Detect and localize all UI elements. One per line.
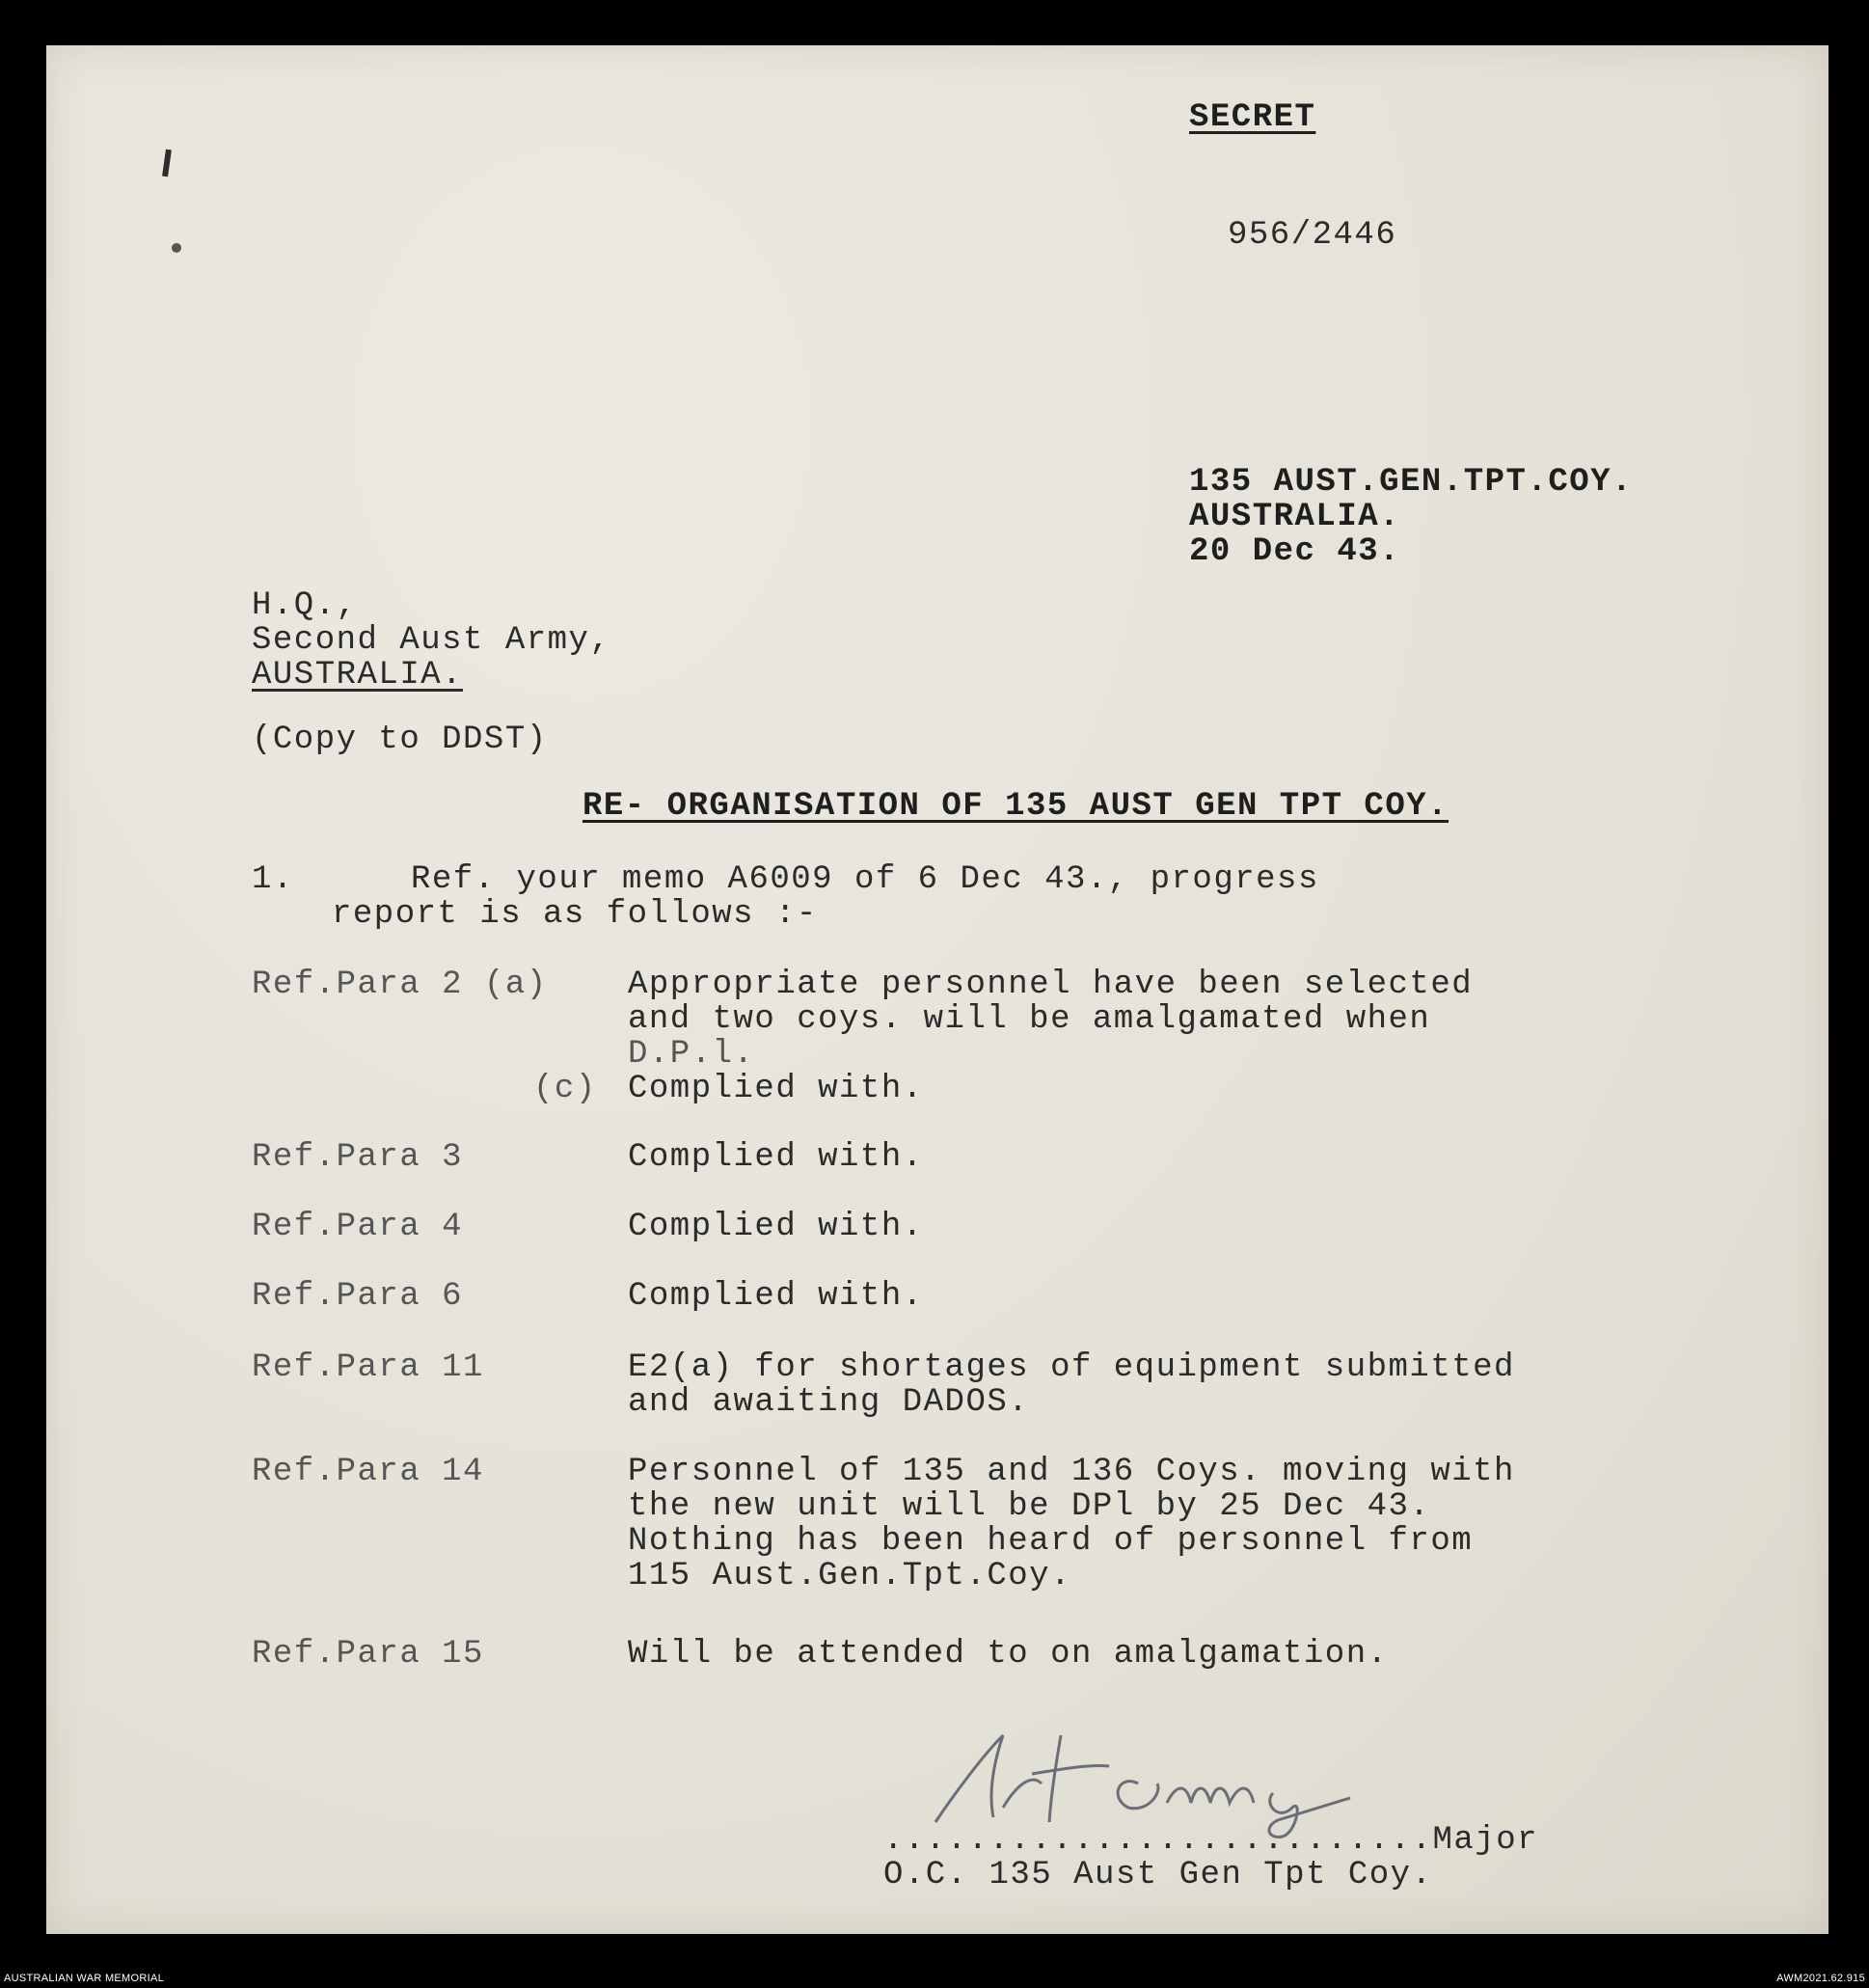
sender-line-2: AUSTRALIA. <box>1189 499 1401 535</box>
intro-line-2: report is as follows :- <box>332 896 818 933</box>
item-text-line: Complied with. <box>628 1209 924 1245</box>
recipient-line-1: H.Q., <box>252 587 358 624</box>
item-ref: Ref.Para 14 <box>252 1454 484 1490</box>
item-text-line: the new unit will be DPl by 25 Dec 43. <box>628 1488 1431 1525</box>
item-text-line: 115 Aust.Gen.Tpt.Coy. <box>628 1558 1071 1594</box>
item-text-line: and awaiting DADOS. <box>628 1384 1030 1421</box>
item-text-line: E2(a) for shortages of equipment submitted <box>628 1349 1515 1386</box>
signature-dots-rank: ..........................Major <box>883 1822 1539 1859</box>
item-ref: Ref.Para 6 <box>252 1278 464 1315</box>
intro-line-1: Ref. your memo A6009 of 6 Dec 43., progress <box>411 861 1319 898</box>
footer-catalogue-number: AWM2021.62.915 <box>1776 1973 1865 1984</box>
item-ref: Ref.Para 11 <box>252 1349 484 1386</box>
item-text-line: D.P.l. <box>628 1036 755 1073</box>
footer-archive-name: AUSTRALIAN WAR MEMORIAL <box>4 1973 165 1984</box>
item-ref: Ref.Para 3 <box>252 1139 464 1176</box>
intro-number: 1. <box>252 861 294 898</box>
subject-heading: RE- ORGANISATION OF 135 AUST GEN TPT COY. <box>582 788 1449 825</box>
file-number: 956/2446 <box>1228 217 1397 254</box>
item-text-line: Appropriate personnel have been selected <box>628 967 1474 1003</box>
item-text-line: and two coys. will be amalgamated when <box>628 1001 1431 1038</box>
item-ref: Ref.Para 15 <box>252 1636 484 1673</box>
item-text-line: Complied with. <box>628 1139 924 1176</box>
classification-heading: SECRET <box>1189 99 1316 136</box>
item-text-line: Nothing has been heard of personnel from <box>628 1523 1474 1560</box>
sender-line-3: 20 Dec 43. <box>1189 533 1401 570</box>
item-ref: Ref.Para 4 <box>252 1209 464 1245</box>
item-ref: Ref.Para 2 (a) <box>252 967 548 1003</box>
copy-to-note: (Copy to DDST) <box>252 722 548 758</box>
item-text-line: Will be attended to on amalgamation. <box>628 1636 1389 1673</box>
sender-line-1: 135 AUST.GEN.TPT.COY. <box>1189 464 1633 501</box>
item-text-line: Complied with. <box>628 1278 924 1315</box>
item-text-line: Complied with. <box>628 1071 924 1107</box>
document-page <box>46 45 1828 1934</box>
item-ref: (c) <box>533 1071 597 1107</box>
recipient-line-2: Second Aust Army, <box>252 622 611 659</box>
punch-mark-bottom <box>172 243 181 253</box>
signature-title: O.C. 135 Aust Gen Tpt Coy. <box>883 1857 1433 1893</box>
recipient-line-3: AUSTRALIA. <box>252 657 464 694</box>
punch-mark-top <box>162 150 172 177</box>
item-text-line: Personnel of 135 and 136 Coys. moving with <box>628 1454 1515 1490</box>
